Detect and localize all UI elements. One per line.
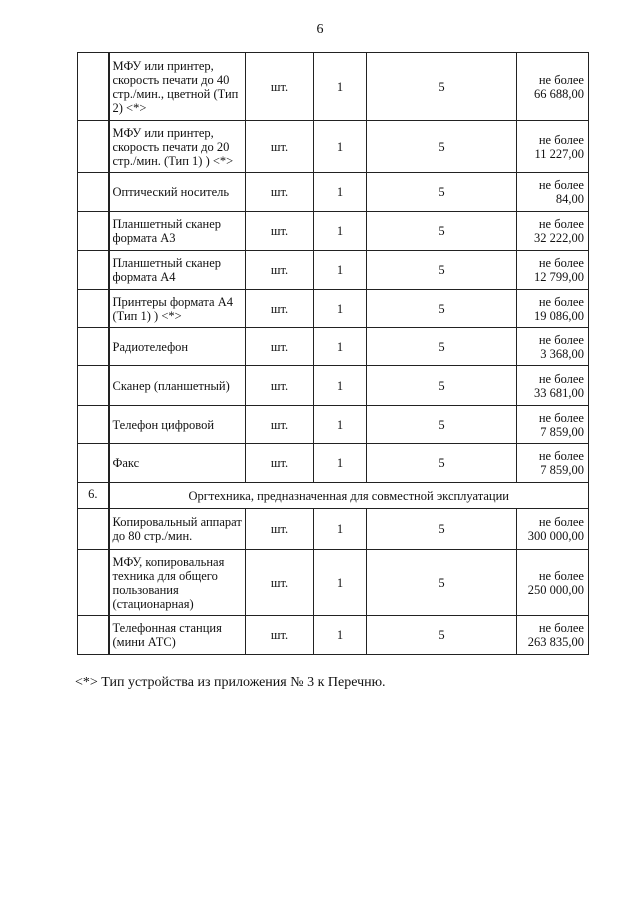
price-prefix: не более — [538, 72, 584, 87]
price-cell — [517, 212, 589, 251]
row-number-cell — [78, 328, 109, 366]
table-row — [78, 251, 589, 290]
term-cell: 5 — [367, 290, 517, 328]
item-name: Телефонная станция (мини АТС) — [109, 616, 246, 655]
term-cell: 5 — [367, 121, 517, 173]
term-cell: 5 — [367, 251, 517, 290]
item-name: Факс — [109, 444, 246, 483]
term-cell: 5 — [367, 406, 517, 444]
table-row — [78, 616, 589, 655]
price-prefix: не более — [538, 132, 584, 147]
term-cell: 5 — [367, 550, 517, 616]
price-cell — [517, 550, 589, 616]
quantity-cell: 1 — [314, 173, 367, 212]
price-value: 7 859,00 — [540, 424, 584, 439]
quantity-cell: 1 — [314, 121, 367, 173]
row-number-cell — [78, 406, 109, 444]
table-row — [78, 366, 589, 406]
price-prefix: не более — [538, 515, 584, 529]
price-value: 66 688,00 — [534, 86, 584, 101]
item-name: Телефон цифровой — [109, 406, 246, 444]
unit-cell: шт. — [246, 328, 314, 366]
price-prefix: не более — [538, 449, 584, 463]
unit-cell: шт. — [246, 366, 314, 406]
unit-cell: шт. — [246, 121, 314, 173]
price-cell — [517, 406, 589, 444]
quantity-cell: 1 — [314, 406, 367, 444]
table-row — [78, 406, 589, 444]
footnote: <*> Тип устройства из приложения № 3 к Перечню. — [75, 675, 386, 690]
term-cell: 5 — [367, 444, 517, 483]
quantity-cell: 1 — [314, 53, 367, 121]
price-value: 11 227,00 — [534, 146, 584, 161]
term-cell: 5 — [367, 53, 517, 121]
unit-cell: шт. — [246, 509, 314, 550]
row-number-cell — [78, 212, 109, 251]
unit-cell: шт. — [246, 550, 314, 616]
price-cell — [517, 444, 589, 483]
price-value: 84,00 — [555, 192, 584, 206]
price-value: 250 000,00 — [527, 582, 584, 597]
quantity-cell: 1 — [314, 366, 367, 406]
quantity-cell: 1 — [314, 328, 367, 366]
section-title: Оргтехника, предназначенная для совместной эксплуатации — [109, 483, 589, 509]
row-number-cell — [78, 121, 109, 173]
price-value: 12 799,00 — [534, 270, 584, 284]
quantity-cell: 1 — [314, 616, 367, 655]
row-number-cell — [78, 616, 109, 655]
item-name: Планшетный сканер формата А3 — [109, 212, 246, 251]
item-name: МФУ или принтер, скорость печати до 20 стр./мин. (Тип 1) ) <*> — [109, 121, 246, 173]
unit-cell: шт. — [246, 251, 314, 290]
price-cell — [517, 328, 589, 366]
quantity-cell: 1 — [314, 290, 367, 328]
unit-cell: шт. — [246, 212, 314, 251]
row-number-cell — [78, 550, 109, 616]
price-value: 32 222,00 — [534, 231, 584, 245]
price-value: 19 086,00 — [534, 308, 584, 323]
price-value: 263 835,00 — [527, 635, 584, 649]
table-row — [78, 509, 589, 550]
quantity-cell: 1 — [314, 509, 367, 550]
row-number-cell — [78, 173, 109, 212]
price-value: 7 859,00 — [540, 463, 584, 477]
quantity-cell: 1 — [314, 550, 367, 616]
price-prefix: не более — [538, 256, 584, 270]
price-cell — [517, 173, 589, 212]
section-number: 6. — [78, 483, 109, 509]
term-cell: 5 — [367, 616, 517, 655]
table-row — [78, 173, 589, 212]
price-prefix: не более — [538, 410, 584, 425]
unit-cell: шт. — [246, 173, 314, 212]
row-number-cell — [78, 290, 109, 328]
price-cell — [517, 121, 589, 173]
price-prefix: не более — [538, 332, 584, 347]
price-cell — [517, 251, 589, 290]
item-name: Оптический носитель — [109, 173, 246, 212]
price-cell — [517, 290, 589, 328]
table-row — [78, 290, 589, 328]
table-row — [78, 53, 589, 121]
price-prefix: не более — [538, 178, 584, 192]
price-cell — [517, 366, 589, 406]
equipment-table — [77, 52, 589, 655]
price-prefix: не более — [538, 294, 584, 309]
row-number-cell — [78, 251, 109, 290]
quantity-cell: 1 — [314, 251, 367, 290]
term-cell: 5 — [367, 212, 517, 251]
table-row — [78, 444, 589, 483]
item-name: Принтеры формата А4 (Тип 1) ) <*> — [109, 290, 246, 328]
unit-cell: шт. — [246, 53, 314, 121]
price-prefix: не более — [538, 371, 584, 386]
table-row — [78, 550, 589, 616]
unit-cell: шт. — [246, 616, 314, 655]
price-prefix: не более — [538, 568, 584, 583]
quantity-cell: 1 — [314, 444, 367, 483]
price-value: 33 681,00 — [534, 385, 584, 400]
price-cell — [517, 509, 589, 550]
table-row — [78, 121, 589, 173]
term-cell: 5 — [367, 173, 517, 212]
price-cell — [517, 53, 589, 121]
item-name: МФУ или принтер, скорость печати до 40 стр./мин., цветной (Тип 2) <*> — [109, 53, 246, 121]
item-name: МФУ, копировальная техника для общего пользования (стационарная) — [109, 550, 246, 616]
page-number: 6 — [316, 22, 324, 37]
unit-cell: шт. — [246, 290, 314, 328]
table-row — [78, 212, 589, 251]
price-value: 300 000,00 — [527, 529, 584, 543]
row-number-cell — [78, 53, 109, 121]
item-name: Планшетный сканер формата А4 — [109, 251, 246, 290]
unit-cell: шт. — [246, 444, 314, 483]
unit-cell: шт. — [246, 406, 314, 444]
price-prefix: не более — [538, 621, 584, 635]
term-cell: 5 — [367, 366, 517, 406]
row-number-cell — [78, 509, 109, 550]
price-prefix: не более — [538, 217, 584, 231]
table-row — [78, 328, 589, 366]
row-number-cell — [78, 444, 109, 483]
price-value: 3 368,00 — [540, 346, 584, 361]
item-name: Копировальный аппарат до 80 стр./мин. — [109, 509, 246, 550]
price-cell — [517, 616, 589, 655]
section-row — [78, 483, 589, 509]
item-name: Сканер (планшетный) — [109, 366, 246, 406]
item-name: Радиотелефон — [109, 328, 246, 366]
quantity-cell: 1 — [314, 212, 367, 251]
term-cell: 5 — [367, 328, 517, 366]
term-cell: 5 — [367, 509, 517, 550]
row-number-cell — [78, 366, 109, 406]
